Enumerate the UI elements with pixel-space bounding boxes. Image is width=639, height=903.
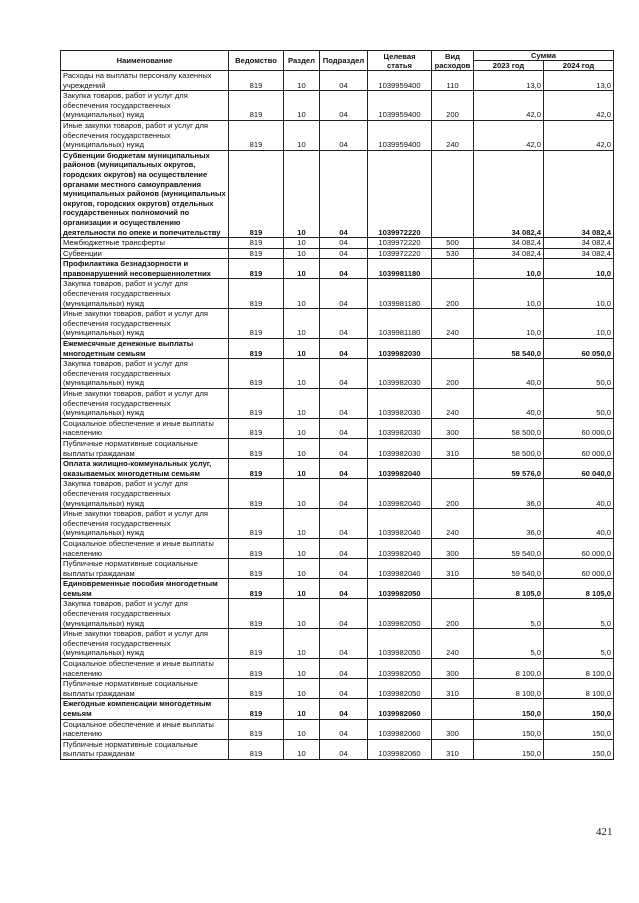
cell-section: 10 <box>284 599 320 629</box>
cell-target-article: 1039982060 <box>368 699 432 719</box>
cell-expense-type: 240 <box>432 120 474 150</box>
cell-department: 819 <box>229 339 284 359</box>
cell-department: 819 <box>229 238 284 249</box>
cell-target-article: 1039982040 <box>368 559 432 579</box>
cell-subsection: 04 <box>320 739 368 759</box>
cell-subsection: 04 <box>320 579 368 599</box>
header-year-2023: 2023 год <box>474 61 544 71</box>
table-row <box>61 259 614 279</box>
cell-expense-type: 300 <box>432 418 474 438</box>
cell-sum-2023: 59 576,0 <box>474 459 544 479</box>
cell-expense-type: 200 <box>432 279 474 309</box>
cell-name: Расходы на выплаты персоналу казенных учреждений <box>61 71 229 91</box>
cell-sum-2024: 50,0 <box>544 359 614 389</box>
cell-subsection: 04 <box>320 309 368 339</box>
cell-sum-2024: 60 000,0 <box>544 538 614 558</box>
cell-sum-2024: 5,0 <box>544 599 614 629</box>
cell-target-article: 1039981180 <box>368 259 432 279</box>
cell-name: Закупка товаров, работ и услуг для обеспечения государственных (муниципальных) нужд <box>61 599 229 629</box>
cell-section: 10 <box>284 339 320 359</box>
cell-section: 10 <box>284 509 320 539</box>
cell-sum-2024: 42,0 <box>544 120 614 150</box>
cell-name: Публичные нормативные социальные выплаты гражданам <box>61 559 229 579</box>
cell-target-article: 1039959400 <box>368 71 432 91</box>
cell-department: 819 <box>229 248 284 259</box>
cell-expense-type: 200 <box>432 359 474 389</box>
table-row <box>61 739 614 759</box>
cell-sum-2024: 150,0 <box>544 719 614 739</box>
cell-department: 819 <box>229 739 284 759</box>
cell-target-article: 1039959400 <box>368 91 432 121</box>
cell-name: Субвенции бюджетам муниципальных районов (муниципальных округов, городских округов) на осуществление органами местного самоуправления муниципальных районов (муниципальных округов, городских округов) отдельных государственных полномочий по организации и осуществлению деятельности по опеке и попечительству <box>61 150 229 237</box>
cell-sum-2024: 40,0 <box>544 509 614 539</box>
cell-target-article: 1039982040 <box>368 538 432 558</box>
cell-expense-type: 300 <box>432 538 474 558</box>
cell-sum-2024: 60 000,0 <box>544 559 614 579</box>
cell-name: Закупка товаров, работ и услуг для обеспечения государственных (муниципальных) нужд <box>61 91 229 121</box>
table-row <box>61 479 614 509</box>
table-row <box>61 71 614 91</box>
table-row <box>61 438 614 458</box>
cell-name: Публичные нормативные социальные выплаты гражданам <box>61 679 229 699</box>
cell-section: 10 <box>284 739 320 759</box>
cell-expense-type: 110 <box>432 71 474 91</box>
cell-section: 10 <box>284 538 320 558</box>
cell-name: Закупка товаров, работ и услуг для обеспечения государственных (муниципальных) нужд <box>61 279 229 309</box>
cell-sum-2023: 10,0 <box>474 309 544 339</box>
cell-sum-2023: 36,0 <box>474 479 544 509</box>
cell-sum-2023: 5,0 <box>474 599 544 629</box>
cell-sum-2023: 5,0 <box>474 629 544 659</box>
cell-section: 10 <box>284 459 320 479</box>
table-row <box>61 309 614 339</box>
cell-expense-type: 240 <box>432 309 474 339</box>
cell-name: Иные закупки товаров, работ и услуг для обеспечения государственных (муниципальных) нужд <box>61 309 229 339</box>
cell-section: 10 <box>284 389 320 419</box>
cell-sum-2024: 10,0 <box>544 279 614 309</box>
cell-name: Социальное обеспечение и иные выплаты населению <box>61 719 229 739</box>
cell-sum-2024: 8 100,0 <box>544 679 614 699</box>
cell-department: 819 <box>229 699 284 719</box>
cell-sum-2023: 34 082,4 <box>474 238 544 249</box>
cell-sum-2024: 60 040,0 <box>544 459 614 479</box>
cell-target-article: 1039982050 <box>368 579 432 599</box>
cell-sum-2023: 150,0 <box>474 719 544 739</box>
cell-target-article: 1039982030 <box>368 339 432 359</box>
cell-name: Межбюджетные трансферты <box>61 238 229 249</box>
table-row <box>61 91 614 121</box>
cell-sum-2024: 40,0 <box>544 479 614 509</box>
cell-target-article: 1039982040 <box>368 459 432 479</box>
cell-sum-2024: 10,0 <box>544 309 614 339</box>
cell-department: 819 <box>229 629 284 659</box>
cell-sum-2024: 34 082,4 <box>544 150 614 237</box>
cell-sum-2023: 10,0 <box>474 259 544 279</box>
cell-sum-2024: 42,0 <box>544 91 614 121</box>
cell-subsection: 04 <box>320 659 368 679</box>
cell-sum-2024: 150,0 <box>544 699 614 719</box>
cell-department: 819 <box>229 389 284 419</box>
cell-department: 819 <box>229 679 284 699</box>
cell-sum-2023: 58 540,0 <box>474 339 544 359</box>
cell-department: 819 <box>229 479 284 509</box>
cell-name: Социальное обеспечение и иные выплаты населению <box>61 659 229 679</box>
cell-target-article: 1039982050 <box>368 599 432 629</box>
cell-section: 10 <box>284 248 320 259</box>
cell-department: 819 <box>229 599 284 629</box>
cell-sum-2023: 40,0 <box>474 359 544 389</box>
cell-subsection: 04 <box>320 459 368 479</box>
header-year-2024: 2024 год <box>544 61 614 71</box>
cell-section: 10 <box>284 71 320 91</box>
cell-name: Иные закупки товаров, работ и услуг для обеспечения государственных (муниципальных) нужд <box>61 389 229 419</box>
cell-sum-2023: 8 100,0 <box>474 659 544 679</box>
table-row <box>61 120 614 150</box>
cell-department: 819 <box>229 509 284 539</box>
cell-name: Ежемесячные денежные выплаты многодетным семьям <box>61 339 229 359</box>
cell-target-article: 1039982040 <box>368 509 432 539</box>
cell-department: 819 <box>229 438 284 458</box>
cell-sum-2023: 8 100,0 <box>474 679 544 699</box>
cell-expense-type: 310 <box>432 438 474 458</box>
cell-sum-2023: 58 500,0 <box>474 438 544 458</box>
cell-department: 819 <box>229 418 284 438</box>
cell-target-article: 1039982050 <box>368 629 432 659</box>
table-row <box>61 559 614 579</box>
cell-sum-2024: 34 082,4 <box>544 238 614 249</box>
cell-target-article: 1039982040 <box>368 479 432 509</box>
table-row <box>61 509 614 539</box>
cell-expense-type: 300 <box>432 659 474 679</box>
cell-department: 819 <box>229 719 284 739</box>
cell-sum-2024: 10,0 <box>544 259 614 279</box>
cell-expense-type: 310 <box>432 739 474 759</box>
cell-sum-2024: 5,0 <box>544 629 614 659</box>
table-row <box>61 699 614 719</box>
cell-section: 10 <box>284 629 320 659</box>
table-row <box>61 599 614 629</box>
cell-sum-2023: 36,0 <box>474 509 544 539</box>
cell-subsection: 04 <box>320 418 368 438</box>
cell-sum-2023: 150,0 <box>474 739 544 759</box>
cell-sum-2023: 10,0 <box>474 279 544 309</box>
cell-target-article: 1039982030 <box>368 438 432 458</box>
cell-section: 10 <box>284 719 320 739</box>
cell-target-article: 1039982030 <box>368 418 432 438</box>
cell-sum-2023: 34 082,4 <box>474 248 544 259</box>
cell-name: Публичные нормативные социальные выплаты гражданам <box>61 739 229 759</box>
cell-name: Иные закупки товаров, работ и услуг для обеспечения государственных (муниципальных) нужд <box>61 120 229 150</box>
cell-name: Закупка товаров, работ и услуг для обеспечения государственных (муниципальных) нужд <box>61 479 229 509</box>
cell-target-article: 1039972220 <box>368 238 432 249</box>
cell-sum-2024: 60 000,0 <box>544 438 614 458</box>
cell-expense-type <box>432 150 474 237</box>
cell-section: 10 <box>284 579 320 599</box>
cell-department: 819 <box>229 659 284 679</box>
cell-target-article: 1039982060 <box>368 739 432 759</box>
cell-sum-2023: 40,0 <box>474 389 544 419</box>
table-row <box>61 418 614 438</box>
cell-subsection: 04 <box>320 389 368 419</box>
table-row <box>61 659 614 679</box>
cell-section: 10 <box>284 479 320 509</box>
table-row <box>61 629 614 659</box>
cell-expense-type: 300 <box>432 719 474 739</box>
cell-department: 819 <box>229 279 284 309</box>
cell-name: Профилактика безнадзорности и правонарушений несовершеннолетних <box>61 259 229 279</box>
cell-expense-type: 310 <box>432 559 474 579</box>
cell-sum-2023: 42,0 <box>474 91 544 121</box>
cell-target-article: 1039982030 <box>368 389 432 419</box>
cell-section: 10 <box>284 120 320 150</box>
cell-subsection: 04 <box>320 599 368 629</box>
cell-subsection: 04 <box>320 120 368 150</box>
budget-table-container <box>60 50 613 760</box>
cell-target-article: 1039972220 <box>368 248 432 259</box>
cell-expense-type <box>432 699 474 719</box>
cell-subsection: 04 <box>320 339 368 359</box>
cell-section: 10 <box>284 438 320 458</box>
cell-sum-2024: 34 082,4 <box>544 248 614 259</box>
cell-expense-type: 500 <box>432 238 474 249</box>
cell-section: 10 <box>284 699 320 719</box>
table-row <box>61 359 614 389</box>
cell-expense-type: 240 <box>432 629 474 659</box>
cell-sum-2023: 13,0 <box>474 71 544 91</box>
cell-target-article: 1039972220 <box>368 150 432 237</box>
table-body <box>61 71 614 760</box>
cell-target-article: 1039982050 <box>368 679 432 699</box>
cell-expense-type: 200 <box>432 599 474 629</box>
table-row <box>61 339 614 359</box>
cell-subsection: 04 <box>320 238 368 249</box>
cell-department: 819 <box>229 91 284 121</box>
cell-section: 10 <box>284 238 320 249</box>
cell-target-article: 1039982030 <box>368 359 432 389</box>
table-row <box>61 459 614 479</box>
cell-subsection: 04 <box>320 538 368 558</box>
cell-name: Публичные нормативные социальные выплаты гражданам <box>61 438 229 458</box>
table-row <box>61 248 614 259</box>
cell-name: Оплата жилищно-коммунальных услуг, оказываемых многодетным семьям <box>61 459 229 479</box>
cell-name: Социальное обеспечение и иные выплаты населению <box>61 538 229 558</box>
cell-department: 819 <box>229 309 284 339</box>
cell-section: 10 <box>284 309 320 339</box>
cell-subsection: 04 <box>320 719 368 739</box>
cell-name: Ежегодные компенсации многодетным семьям <box>61 699 229 719</box>
cell-subsection: 04 <box>320 679 368 699</box>
cell-expense-type: 240 <box>432 389 474 419</box>
cell-section: 10 <box>284 150 320 237</box>
cell-name: Единовременные пособия многодетным семьям <box>61 579 229 599</box>
header-sum: Сумма <box>474 51 614 61</box>
cell-target-article: 1039982050 <box>368 659 432 679</box>
cell-sum-2024: 60 050,0 <box>544 339 614 359</box>
cell-sum-2023: 59 540,0 <box>474 538 544 558</box>
page-number: 421 <box>596 826 613 838</box>
cell-department: 819 <box>229 459 284 479</box>
cell-section: 10 <box>284 259 320 279</box>
cell-department: 819 <box>229 359 284 389</box>
table-row <box>61 389 614 419</box>
cell-target-article: 1039982060 <box>368 719 432 739</box>
table-row <box>61 538 614 558</box>
cell-section: 10 <box>284 91 320 121</box>
cell-subsection: 04 <box>320 259 368 279</box>
cell-department: 819 <box>229 150 284 237</box>
header-subsection: Подраздел <box>320 51 368 71</box>
cell-expense-type <box>432 579 474 599</box>
header-target-article: Целевая статья <box>368 51 432 71</box>
cell-expense-type <box>432 459 474 479</box>
table-row <box>61 238 614 249</box>
cell-sum-2023: 59 540,0 <box>474 559 544 579</box>
cell-subsection: 04 <box>320 279 368 309</box>
cell-name: Иные закупки товаров, работ и услуг для обеспечения государственных (муниципальных) нужд <box>61 509 229 539</box>
cell-name: Закупка товаров, работ и услуг для обеспечения государственных (муниципальных) нужд <box>61 359 229 389</box>
header-expense-type: Вид расходов <box>432 51 474 71</box>
cell-sum-2023: 34 082,4 <box>474 150 544 237</box>
table-row <box>61 150 614 237</box>
cell-section: 10 <box>284 279 320 309</box>
cell-sum-2024: 150,0 <box>544 739 614 759</box>
cell-sum-2024: 8 100,0 <box>544 659 614 679</box>
cell-subsection: 04 <box>320 248 368 259</box>
cell-expense-type: 200 <box>432 479 474 509</box>
table-header <box>61 51 614 71</box>
cell-section: 10 <box>284 359 320 389</box>
budget-table <box>60 50 614 760</box>
cell-expense-type <box>432 259 474 279</box>
header-name: Наименование <box>61 51 229 71</box>
cell-sum-2024: 8 105,0 <box>544 579 614 599</box>
cell-expense-type: 200 <box>432 91 474 121</box>
cell-subsection: 04 <box>320 359 368 389</box>
cell-department: 819 <box>229 120 284 150</box>
cell-sum-2023: 8 105,0 <box>474 579 544 599</box>
table-row <box>61 279 614 309</box>
cell-subsection: 04 <box>320 509 368 539</box>
cell-expense-type: 530 <box>432 248 474 259</box>
cell-subsection: 04 <box>320 71 368 91</box>
cell-target-article: 1039981180 <box>368 279 432 309</box>
cell-subsection: 04 <box>320 699 368 719</box>
cell-sum-2023: 58 500,0 <box>474 418 544 438</box>
cell-department: 819 <box>229 579 284 599</box>
table-row <box>61 679 614 699</box>
cell-department: 819 <box>229 259 284 279</box>
cell-department: 819 <box>229 559 284 579</box>
cell-subsection: 04 <box>320 559 368 579</box>
cell-sum-2023: 42,0 <box>474 120 544 150</box>
table-row <box>61 719 614 739</box>
cell-expense-type: 240 <box>432 509 474 539</box>
cell-name: Субвенции <box>61 248 229 259</box>
cell-section: 10 <box>284 559 320 579</box>
cell-sum-2024: 50,0 <box>544 389 614 419</box>
table-row <box>61 579 614 599</box>
header-department: Ведомство <box>229 51 284 71</box>
cell-subsection: 04 <box>320 438 368 458</box>
cell-sum-2023: 150,0 <box>474 699 544 719</box>
cell-sum-2024: 13,0 <box>544 71 614 91</box>
cell-department: 819 <box>229 71 284 91</box>
cell-target-article: 1039981180 <box>368 309 432 339</box>
cell-expense-type: 310 <box>432 679 474 699</box>
cell-subsection: 04 <box>320 629 368 659</box>
cell-subsection: 04 <box>320 479 368 509</box>
header-section: Раздел <box>284 51 320 71</box>
cell-section: 10 <box>284 679 320 699</box>
cell-subsection: 04 <box>320 150 368 237</box>
cell-sum-2024: 60 000,0 <box>544 418 614 438</box>
cell-section: 10 <box>284 659 320 679</box>
cell-subsection: 04 <box>320 91 368 121</box>
cell-name: Социальное обеспечение и иные выплаты населению <box>61 418 229 438</box>
cell-section: 10 <box>284 418 320 438</box>
cell-expense-type <box>432 339 474 359</box>
cell-department: 819 <box>229 538 284 558</box>
cell-name: Иные закупки товаров, работ и услуг для обеспечения государственных (муниципальных) нужд <box>61 629 229 659</box>
cell-target-article: 1039959400 <box>368 120 432 150</box>
